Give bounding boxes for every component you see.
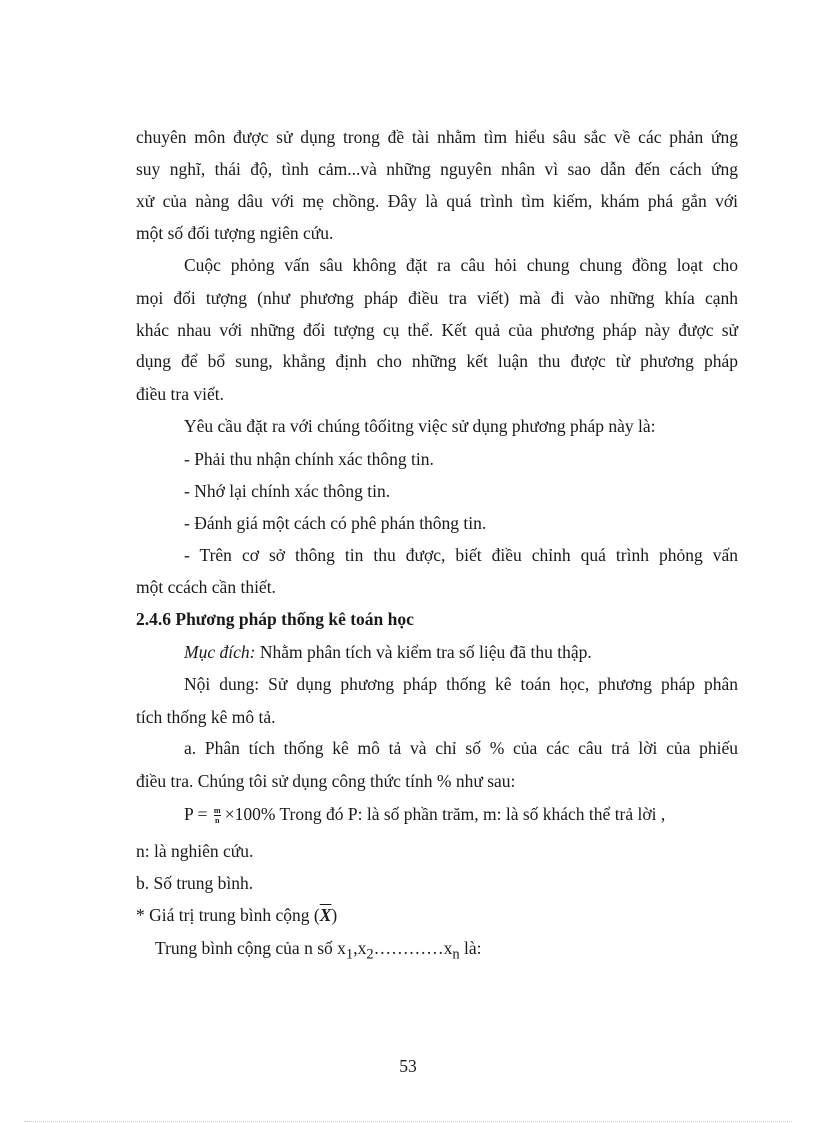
average-sep: ,x — [353, 938, 367, 958]
formula-lhs: P = — [184, 804, 208, 824]
formula-explanation: Trong đó P: là số phần trăm, m: là số khách thể trả lời , — [275, 804, 666, 824]
subscript-2: 2 — [366, 946, 374, 963]
purpose-label: Mục đích: — [184, 642, 256, 662]
formula-line — [184, 803, 738, 825]
average-prefix: Trung bình cộng của n số x — [155, 938, 346, 958]
subscript-1: 1 — [345, 946, 354, 963]
list-item: - Phải thu nhận chính xác thông tin. — [184, 449, 434, 469]
list-item: - Trên cơ sở thông tin thu được, biết điều chỉnh quá trình phỏng vấn — [184, 545, 738, 565]
body-line: b. Số trung bình. — [136, 873, 254, 893]
mean-label: * Giá trị trung bình cộng ( — [136, 905, 320, 925]
body-line: xử của nàng dâu với mẹ chồng. Đây là quá trình tìm kiếm, khám phá gắn với — [136, 191, 738, 211]
body-line: một số đối tượng ngiên cứu. — [136, 223, 334, 243]
body-line: n: là nghiên cứu. — [136, 841, 254, 861]
average-suffix: là: — [459, 938, 482, 958]
body-line: Nội dung: Sử dụng phương pháp thống kê toán học, phương pháp phân — [184, 674, 738, 694]
body-line: suy nghĩ, thái độ, tình cảm...và những nguyên nhân vì sao dẫn đến cách ứng — [136, 159, 738, 179]
body-line: Yêu cầu đặt ra với chúng tôốitng việc sử dụng phương pháp này là: — [184, 416, 656, 436]
list-item: - Nhớ lại chính xác thông tin. — [184, 481, 391, 501]
body-line: mọi đối tượng (như phương pháp điều tra viết) mà đi vào những khía cạnh — [136, 288, 738, 308]
section-heading: 2.4.6 Phương pháp thống kê toán học — [136, 609, 414, 629]
mean-symbol: $\overline{X}$ — [319, 905, 332, 925]
purpose-line — [184, 641, 738, 663]
body-line: chuyên môn được sử dụng trong đề tài nhằm tìm hiểu sâu sắc về các phản ứng — [136, 127, 738, 147]
average-line — [155, 937, 757, 966]
list-item: một ccách cần thiết. — [136, 577, 276, 597]
list-item: - Đánh giá một cách có phê phán thông tin. — [184, 513, 487, 533]
formula-fraction — [214, 807, 221, 824]
page-number: 53 — [399, 1056, 417, 1076]
subscript-n: n — [452, 946, 460, 963]
mean-close: ) — [331, 905, 338, 925]
body-line: điều tra viết. — [136, 384, 224, 404]
fraction-denominator: n — [214, 816, 220, 826]
fraction-numerator: m — [213, 806, 221, 816]
body-line: dụng để bổ sung, khẳng định cho những kết luận thu được từ phương pháp — [136, 351, 738, 371]
page-bottom-divider — [24, 1121, 792, 1122]
body-line: tích thống kê mô tả. — [136, 707, 276, 727]
body-line: khác nhau với những đối tượng cụ thể. Kết quả của phương pháp này được sử — [136, 320, 738, 340]
body-line: điều tra. Chúng tôi sử dụng công thức tính % như sau: — [136, 771, 516, 791]
purpose-text: Nhằm phân tích và kiểm tra số liệu đã thu thập. — [255, 642, 592, 662]
formula-rhs: ×100% — [224, 804, 276, 824]
body-line: Cuộc phỏng vấn sâu không đặt ra câu hỏi chung chung đồng loạt cho — [184, 255, 738, 275]
average-dots: …………x — [373, 938, 453, 958]
mean-label-line — [136, 904, 738, 926]
body-line: a. Phân tích thống kê mô tả và chỉ số % của các câu trả lời của phiếu — [184, 738, 738, 758]
